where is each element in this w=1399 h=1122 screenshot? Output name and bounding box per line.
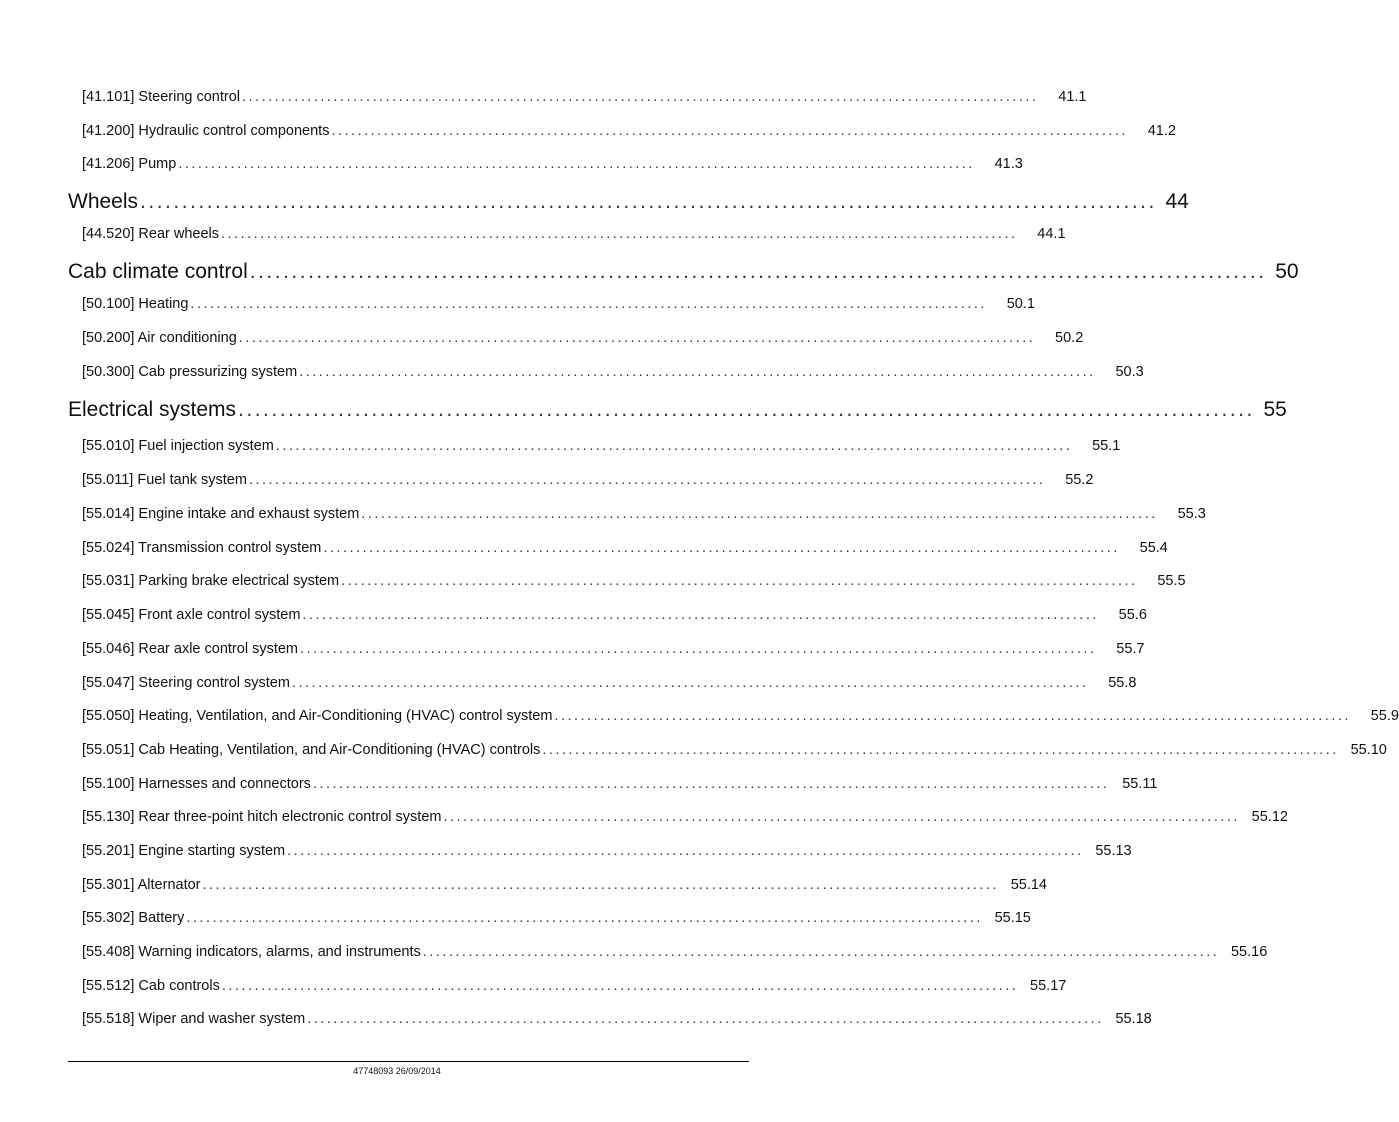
dot-leader: .......................................................................................................................... xyxy=(238,398,1255,421)
toc-entry-55-100[interactable] xyxy=(82,774,1158,794)
toc-entry-50-300[interactable] xyxy=(82,362,1144,382)
dot-leader: .......................................................................................................................... xyxy=(299,364,1096,380)
toc-entry-label: [55.024] Transmission control system xyxy=(82,540,322,556)
toc-page-number: 55 xyxy=(1263,398,1287,421)
toc-entry-55-512[interactable] xyxy=(82,976,1067,996)
toc-entry-50-100[interactable] xyxy=(82,294,1035,314)
toc-page-number: 55.2 xyxy=(1065,472,1094,488)
dot-leader: .......................................................................................................................... xyxy=(323,540,1120,556)
toc-entry-label: [50.100] Heating xyxy=(82,296,189,312)
toc-entry-label: [55.011] Fuel tank system xyxy=(82,472,247,488)
toc-entry-label: [50.300] Cab pressurizing system xyxy=(82,364,298,380)
toc-entry-label: [41.206] Pump xyxy=(82,156,177,172)
toc-entry-55-046[interactable] xyxy=(82,639,1145,659)
toc-entry-label: [55.046] Rear axle control system xyxy=(82,641,298,657)
dot-leader: .......................................................................................................................... xyxy=(238,330,1036,346)
toc-entry-41-200[interactable] xyxy=(82,121,1176,141)
dot-leader: .......................................................................................................................... xyxy=(302,607,1099,623)
toc-page-number: 55.12 xyxy=(1251,809,1288,825)
toc-section-label: Cab climate control xyxy=(68,260,248,283)
dot-leader: .......................................................................................................................... xyxy=(331,123,1128,139)
toc-entry-label: [55.408] Warning indicators, alarms, and instruments xyxy=(82,944,421,960)
toc-page-number: 55.13 xyxy=(1095,843,1132,859)
toc-entry-label: [55.518] Wiper and washer system xyxy=(82,1011,306,1027)
dot-leader: .......................................................................................................................... xyxy=(221,978,1019,994)
toc-section-cab-climate-control[interactable] xyxy=(68,258,1299,286)
toc-page-number: 55.4 xyxy=(1139,540,1168,556)
toc-entry-55-050[interactable] xyxy=(82,706,1399,726)
dot-leader: .......................................................................................................................... xyxy=(422,944,1220,960)
toc-section-label: Electrical systems xyxy=(68,398,237,421)
toc-page-number: 55.8 xyxy=(1108,675,1137,691)
dot-leader: .......................................................................................................................... xyxy=(542,742,1339,758)
toc-entry-label: [50.200] Air conditioning xyxy=(82,330,237,346)
toc-entry-55-011[interactable] xyxy=(82,470,1094,490)
dot-leader: .......................................................................................................................... xyxy=(248,472,1046,488)
toc-entry-label: [55.010] Fuel injection system xyxy=(82,438,274,454)
dot-leader: .......................................................................................................................... xyxy=(140,190,1157,213)
toc-entry-label: [55.302] Battery xyxy=(82,910,185,926)
toc-entry-50-200[interactable] xyxy=(82,328,1084,348)
toc-entry-label: [44.520] Rear wheels xyxy=(82,226,220,242)
toc-entry-label: [55.031] Parking brake electrical system xyxy=(82,573,340,589)
toc-entry-55-302[interactable] xyxy=(82,908,1031,928)
toc-entry-55-201[interactable] xyxy=(82,841,1132,861)
toc-page-number: 55.14 xyxy=(1010,877,1047,893)
dot-leader: .......................................................................................................................... xyxy=(221,226,1018,242)
toc-page-number: 50.3 xyxy=(1115,364,1144,380)
toc-entry-label: [55.051] Cab Heating, Ventilation, and Air-Conditioning (HVAC) controls xyxy=(82,742,541,758)
toc-entry-label: [55.047] Steering control system xyxy=(82,675,290,691)
toc-page-number: 41.2 xyxy=(1147,123,1176,139)
toc-section-label: Wheels xyxy=(68,190,139,213)
toc-page-number: 55.18 xyxy=(1115,1011,1152,1027)
toc-page-number: 55.11 xyxy=(1122,776,1158,792)
toc-page-number: 55.3 xyxy=(1177,506,1206,522)
toc-entry-label: [55.050] Heating, Ventilation, and Air-Conditioning (HVAC) control system xyxy=(82,708,553,724)
toc-page-number: 55.9 xyxy=(1370,708,1399,724)
dot-leader: .......................................................................................................................... xyxy=(291,675,1089,691)
toc-page-number: 55.1 xyxy=(1092,438,1121,454)
toc-entry-label: [55.130] Rear three-point hitch electronic control system xyxy=(82,809,442,825)
toc-entry-55-301[interactable] xyxy=(82,875,1047,895)
toc-page-number: 44.1 xyxy=(1037,226,1066,242)
toc-entry-55-010[interactable] xyxy=(82,436,1121,456)
toc-entry-label: [55.512] Cab controls xyxy=(82,978,220,994)
toc-entry-41-206[interactable] xyxy=(82,154,1023,174)
toc-entry-44-520[interactable] xyxy=(82,224,1066,244)
footer-divider xyxy=(68,1061,749,1062)
dot-leader: .......................................................................................................................... xyxy=(190,296,987,312)
toc-entry-55-408[interactable] xyxy=(82,942,1268,962)
toc-page-number: 50 xyxy=(1275,260,1299,283)
dot-leader: .......................................................................................................................... xyxy=(186,910,983,926)
toc-entry-55-130[interactable] xyxy=(82,807,1288,827)
dot-leader: .......................................................................................................................... xyxy=(287,843,1084,859)
toc-entry-label: [41.101] Steering control xyxy=(82,89,240,105)
dot-leader: .......................................................................................................................... xyxy=(554,708,1351,724)
dot-leader: .......................................................................................................................... xyxy=(307,1011,1104,1027)
dot-leader: .......................................................................................................................... xyxy=(202,877,999,893)
toc-entry-55-031[interactable] xyxy=(82,571,1186,591)
toc-page-number: 55.16 xyxy=(1230,944,1268,960)
toc-entry-55-024[interactable] xyxy=(82,538,1168,558)
toc-page-number: 55.10 xyxy=(1350,742,1387,758)
dot-leader: .......................................................................................................................... xyxy=(300,641,1097,657)
toc-section-electrical-systems[interactable] xyxy=(68,396,1287,424)
toc-page-number: 55.17 xyxy=(1030,978,1067,994)
dot-leader: .......................................................................................................................... xyxy=(443,809,1240,825)
toc-entry-55-047[interactable] xyxy=(82,673,1137,693)
dot-leader: .......................................................................................................................... xyxy=(275,438,1073,454)
toc-entry-55-051[interactable] xyxy=(82,740,1387,760)
dot-leader: .......................................................................................................................... xyxy=(242,89,1039,105)
toc-entry-label: [55.014] Engine intake and exhaust system xyxy=(82,506,360,522)
dot-leader: .......................................................................................................................... xyxy=(249,260,1267,283)
toc-entry-label: [55.201] Engine starting system xyxy=(82,843,286,859)
toc-page-number: 55.6 xyxy=(1118,607,1147,623)
toc-entry-label: [55.100] Harnesses and connectors xyxy=(82,776,311,792)
dot-leader: .......................................................................................................................... xyxy=(178,156,975,172)
toc-entry-41-101[interactable] xyxy=(82,87,1087,107)
toc-page-number: 55.7 xyxy=(1116,641,1145,657)
toc-page-number: 41.1 xyxy=(1058,89,1087,105)
toc-entry-label: [41.200] Hydraulic control components xyxy=(82,123,330,139)
toc-entry-55-045[interactable] xyxy=(82,605,1147,625)
toc-section-wheels[interactable] xyxy=(68,188,1189,216)
toc-entry-55-014[interactable] xyxy=(82,504,1206,524)
dot-leader: .......................................................................................................................... xyxy=(361,506,1158,522)
toc-entry-label: [55.301] Alternator xyxy=(82,877,201,893)
footer-document-id: 47748093 26/09/2014 xyxy=(353,1066,441,1076)
toc-page-number: 44 xyxy=(1165,190,1189,213)
toc-page-number: 55.5 xyxy=(1157,573,1186,589)
dot-leader: .......................................................................................................................... xyxy=(341,573,1138,589)
toc-page-number: 50.1 xyxy=(1006,296,1035,312)
toc-page-number: 50.2 xyxy=(1055,330,1084,346)
dot-leader: .......................................................................................................................... xyxy=(312,776,1110,792)
toc-page-number: 55.15 xyxy=(994,910,1031,926)
toc-entry-55-518[interactable] xyxy=(82,1009,1152,1029)
toc-page-number: 41.3 xyxy=(994,156,1023,172)
toc-entry-label: [55.045] Front axle control system xyxy=(82,607,301,623)
